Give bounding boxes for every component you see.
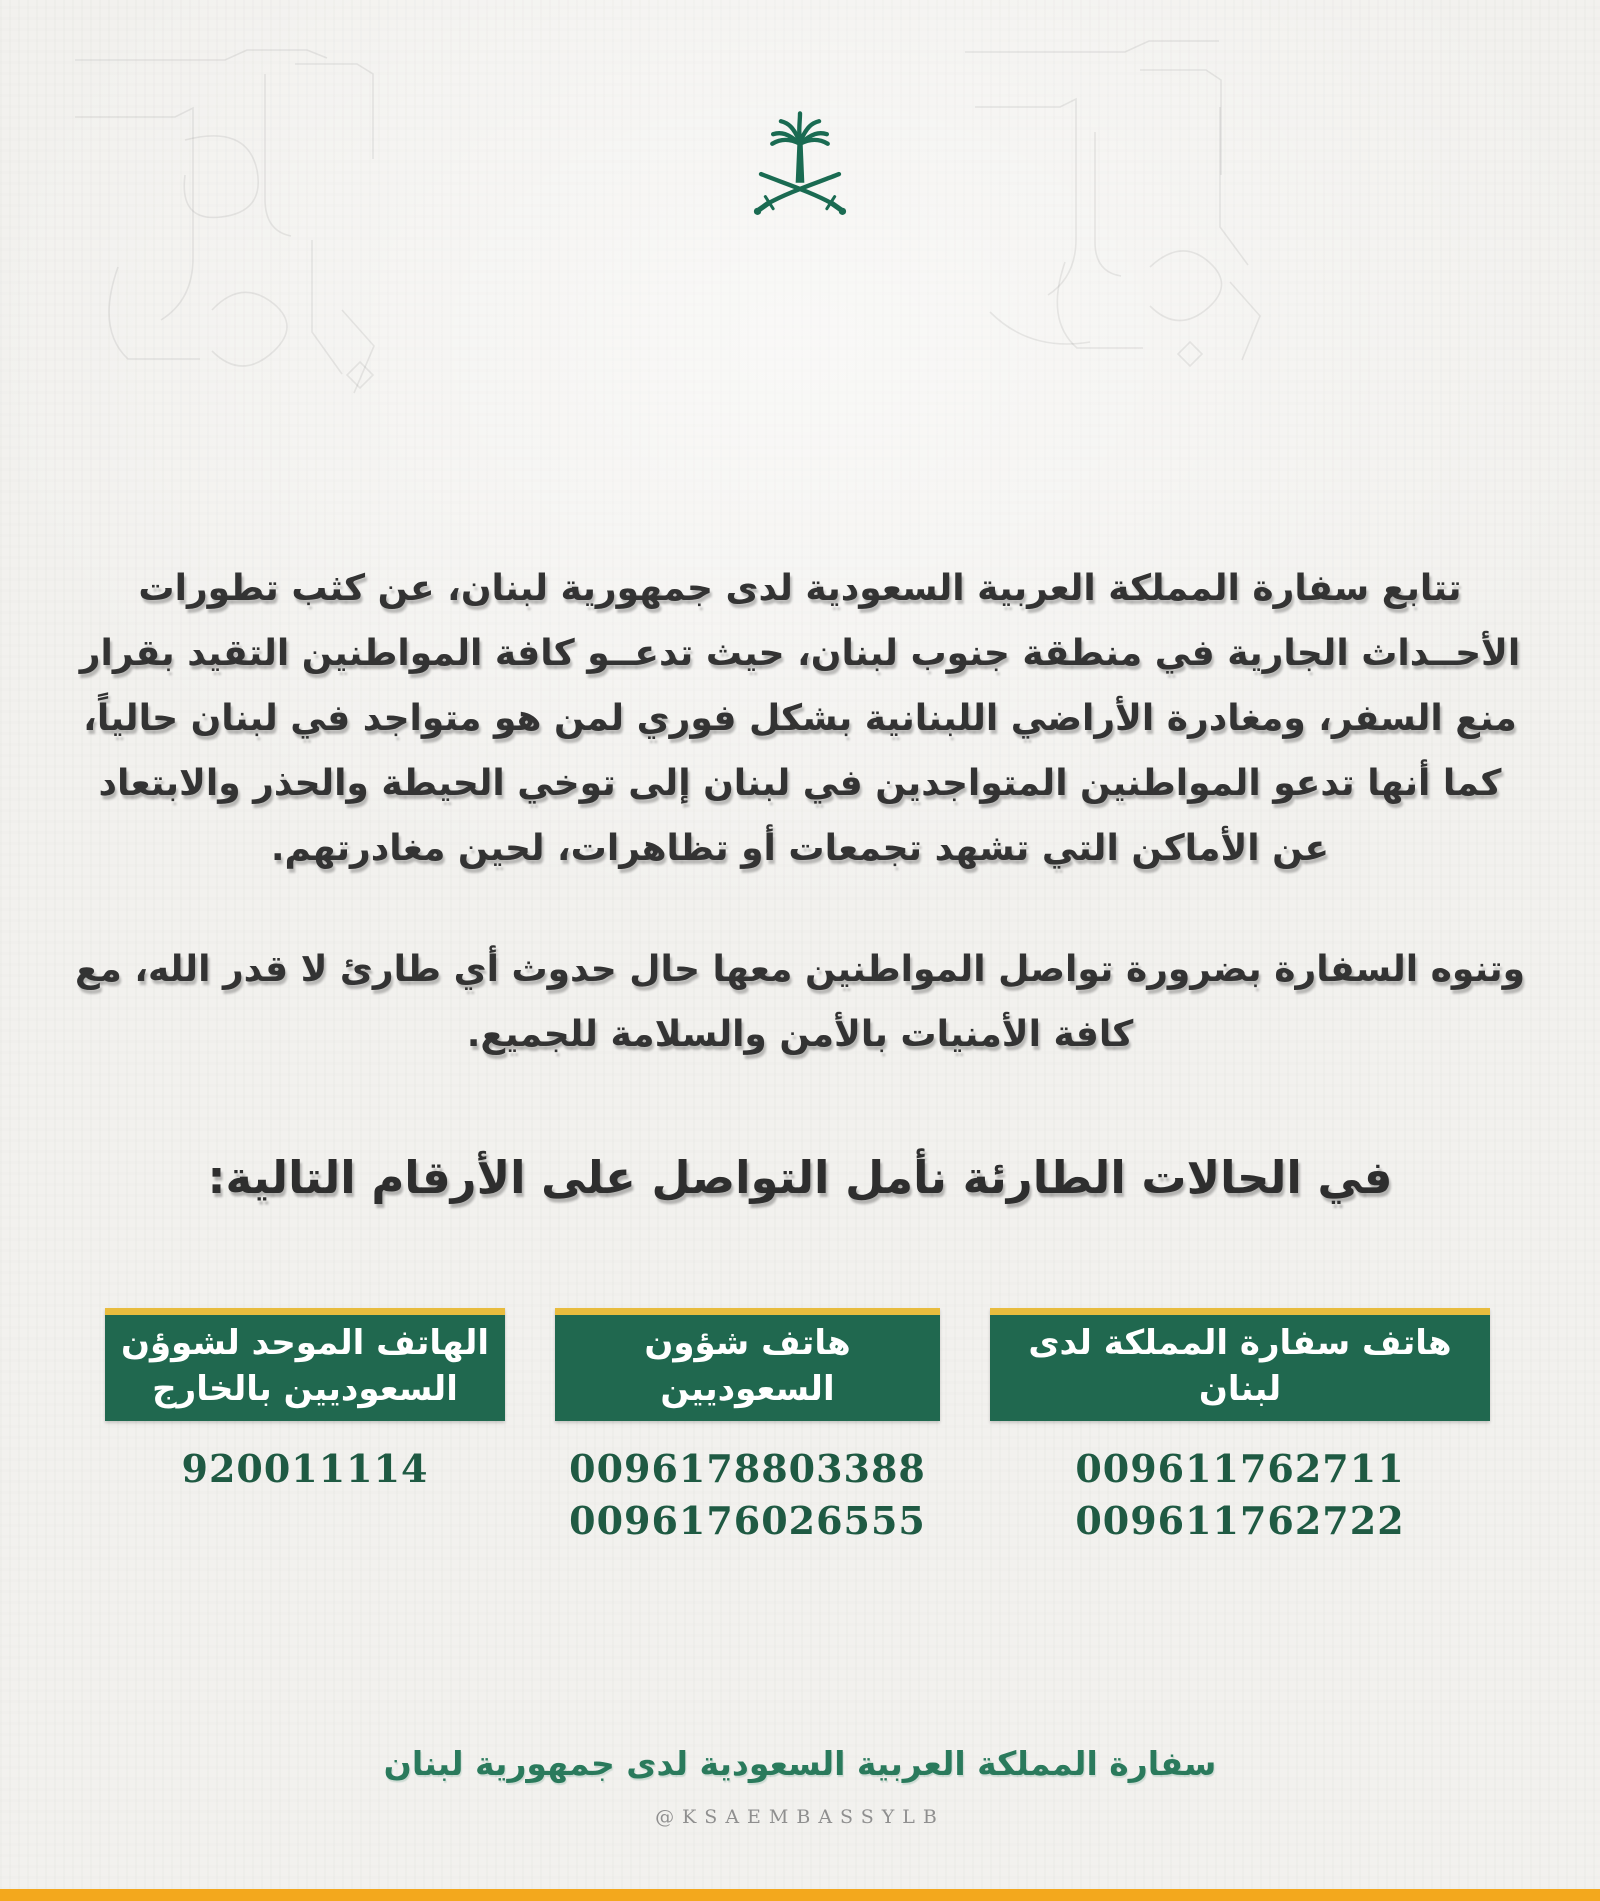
contact-card-embassy-phone [990,1308,1490,1547]
phone-number: 0096176026555 [569,1498,926,1543]
phone-number: 0096178803388 [569,1446,926,1491]
embassy-name: سفارة المملكة العربية السعودية لدى جمهورية لبنان [383,1744,1217,1783]
contact-card-label: هاتف شؤون السعوديين [555,1308,940,1421]
announcement-paragraph-1: تتابع سفارة المملكة العربية السعودية لدى جمهورية لبنان، عن كثب تطورات الأحــداث الجارية في منطقة جنوب لبنان، حيث تدعــو كافة المواطنين التقيد بقرار منع السفر، ومغادرة الأراضي اللبنانية بشكل فوري لمن هو متواجد في لبنان حالياً، كما أنها تدعو المواطنين المتواجدين في لبنان إلى توخي الحيطة والحذر والابتعاد عن الأماكن التي تشهد تجمعات أو تظاهرات، لحين مغادرتهم. [79,568,1521,869]
phone-number: 920011114 [181,1446,429,1491]
announcement-paragraph-2: وتنوه السفارة بضرورة تواصل المواطنين معها حال حدوث أي طارئ لا قدر الله، مع كافة الأمنيات بالأمن والسلامة للجميع. [74,949,1526,1055]
emergency-contact-heading: في الحالات الطارئة نأمل التواصل على الأرقام التالية: [207,1151,1393,1204]
footer [0,1742,1600,1828]
contact-card-numbers [555,1443,940,1547]
bottom-accent-bar [0,1889,1600,1901]
contact-cards-row [105,1308,1490,1547]
statement-body [70,556,1530,1211]
social-handle: @KSAEMBASSYLB [655,1806,945,1828]
contact-card-label: الهاتف الموحد لشوؤن السعوديين بالخارج [105,1308,505,1421]
saudi-palm-swords-emblem-icon [748,98,852,238]
phone-number: 009611762722 [1075,1498,1405,1543]
phone-number: 009611762711 [1075,1446,1405,1491]
contact-card-saudi-affairs-phone [555,1308,940,1547]
contact-card-unified-phone [105,1308,505,1495]
emblem-container [0,98,1600,238]
contact-card-numbers [105,1443,505,1495]
contact-card-numbers [990,1443,1490,1547]
contact-card-label: هاتف سفارة المملكة لدى لبنان [990,1308,1490,1421]
